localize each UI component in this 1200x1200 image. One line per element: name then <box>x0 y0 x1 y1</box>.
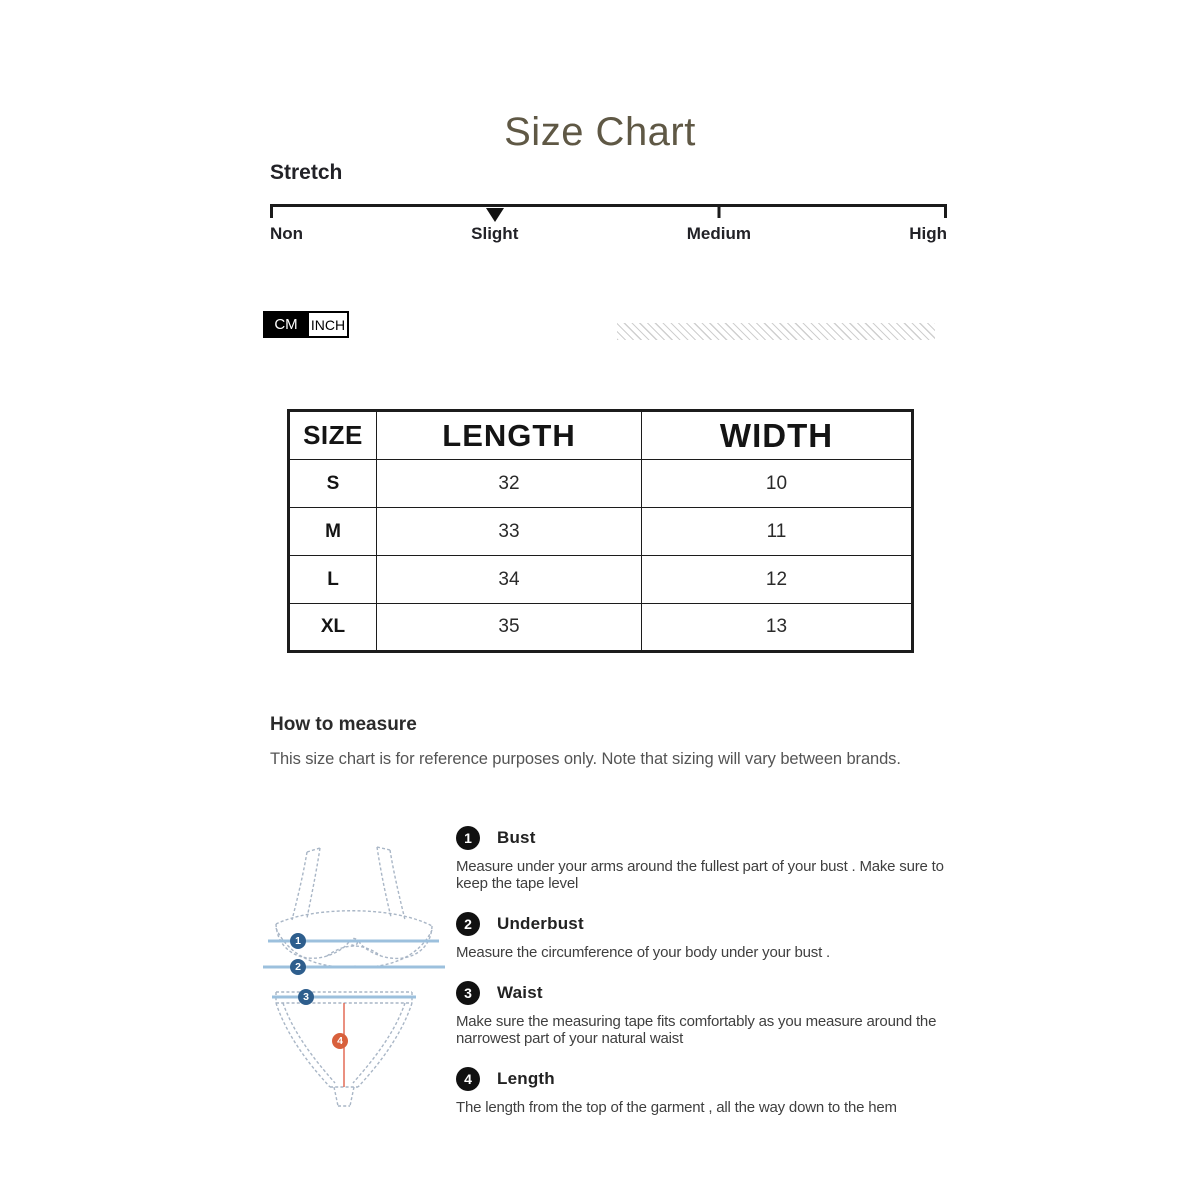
size-cell: L <box>289 556 377 604</box>
number-badge-4: 4 <box>456 1067 480 1091</box>
table-row <box>289 460 913 508</box>
stretch-level-non: Non <box>270 224 304 243</box>
unit-cm-button[interactable]: CM <box>263 311 309 338</box>
scale-tick-medium <box>717 207 720 218</box>
unit-inch-button[interactable]: INCH <box>309 311 349 338</box>
length-cell: 35 <box>377 604 642 652</box>
column-header-width: WIDTH <box>642 411 913 460</box>
measure-description: Make sure the measuring tape fits comfortably as you measure around the narrowest part of your natural waist <box>456 1013 937 1047</box>
scale-tick-non <box>270 207 273 218</box>
list-item <box>456 912 951 961</box>
length-cell: 32 <box>377 460 642 508</box>
width-cell: 11 <box>642 508 913 556</box>
bust-marker-badge: 1 <box>290 933 306 949</box>
list-item-header <box>456 826 951 850</box>
size-table <box>287 409 914 653</box>
waist-marker-badge: 3 <box>298 989 314 1005</box>
table-row <box>289 604 913 652</box>
column-header-length: LENGTH <box>377 411 642 460</box>
measure-description: The length from the top of the garment , all the way down to the hem <box>456 1099 897 1116</box>
stretch-marker-triangle-icon <box>486 208 504 222</box>
number-badge-2: 2 <box>456 912 480 936</box>
size-table-header-row <box>289 411 913 460</box>
column-header-size: SIZE <box>289 411 377 460</box>
table-row <box>289 508 913 556</box>
table-row <box>289 556 913 604</box>
length-cell: 34 <box>377 556 642 604</box>
measure-description: Measure under your arms around the fullest part of your bust . Make sure to keep the tape level <box>456 858 944 892</box>
size-cell: XL <box>289 604 377 652</box>
measure-label-waist: Waist <box>497 983 543 1002</box>
scale-tick-high <box>944 207 947 218</box>
measure-label-underbust: Underbust <box>497 914 584 933</box>
number-badge-3: 3 <box>456 981 480 1005</box>
measure-description: Measure the circumference of your body under your bust . <box>456 944 830 961</box>
measure-label-bust: Bust <box>497 828 536 847</box>
stretch-scale-labels <box>270 224 947 246</box>
watermark-hatch-pattern <box>617 323 935 340</box>
page-title: Size Chart <box>504 110 696 154</box>
size-chart-disclaimer: This size chart is for reference purposes only. Note that sizing will vary between brands. <box>270 750 901 768</box>
stretch-scale <box>270 204 947 220</box>
length-marker-badge: 4 <box>332 1033 348 1049</box>
list-item-header <box>456 981 951 1005</box>
how-to-measure-heading: How to measure <box>270 714 417 735</box>
stretch-level-medium: Medium <box>686 224 751 243</box>
measure-instructions-list <box>456 826 951 1136</box>
width-cell: 13 <box>642 604 913 652</box>
list-item-header <box>456 1067 951 1091</box>
list-item <box>456 826 951 892</box>
stretch-label: Stretch <box>270 161 343 184</box>
width-cell: 12 <box>642 556 913 604</box>
bra-illustration <box>263 840 445 980</box>
size-cell: M <box>289 508 377 556</box>
number-badge-1: 1 <box>456 826 480 850</box>
bra-line-drawing-icon <box>263 840 445 980</box>
panty-line-drawing-icon <box>268 988 420 1110</box>
length-cell: 33 <box>377 508 642 556</box>
list-item <box>456 981 951 1047</box>
underbust-marker-badge: 2 <box>290 959 306 975</box>
unit-toggle <box>263 311 349 338</box>
width-cell: 10 <box>642 460 913 508</box>
panty-illustration <box>268 988 420 1110</box>
list-item-header <box>456 912 951 936</box>
measure-label-length: Length <box>497 1069 555 1088</box>
list-item <box>456 1067 951 1116</box>
stretch-level-slight: Slight <box>471 224 519 243</box>
size-cell: S <box>289 460 377 508</box>
stretch-level-high: High <box>909 224 947 243</box>
